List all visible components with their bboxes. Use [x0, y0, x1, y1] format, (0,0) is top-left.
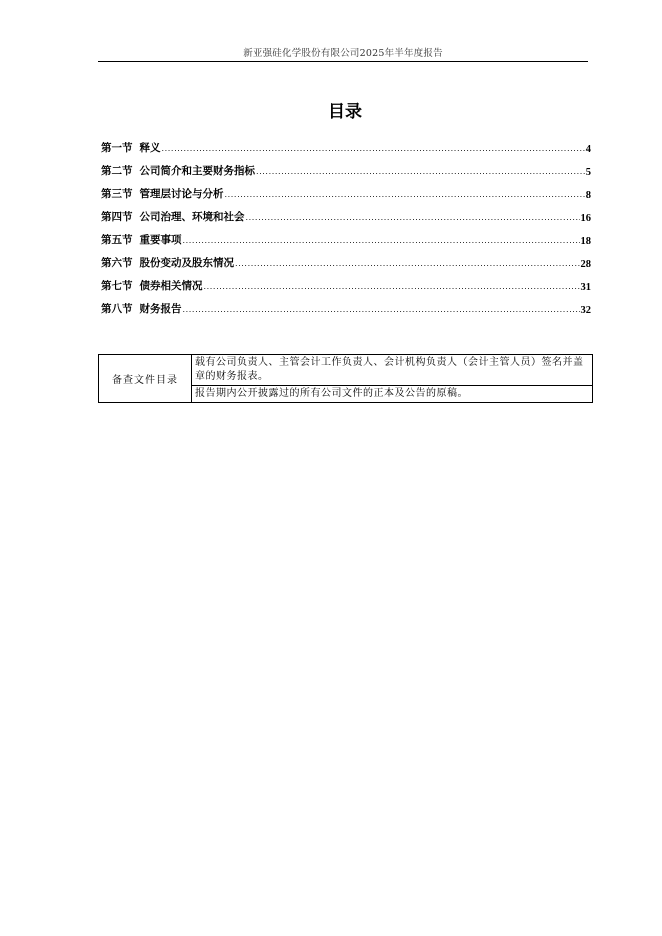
- toc-item-8[interactable]: [101, 293, 591, 316]
- toc-section-number: 第三节: [101, 188, 133, 200]
- reference-file-item: 载有公司负责人、主管会计工作负责人、会计机构负责人（会计主管人员）签名并盖章的财务报表。: [192, 355, 593, 386]
- toc-leader-dots: [162, 143, 585, 155]
- toc-section-number: 第八节: [101, 303, 133, 315]
- toc-item-3[interactable]: [101, 178, 591, 201]
- toc-section-number: 第七节: [101, 280, 133, 292]
- toc-leader-dots: [204, 281, 580, 293]
- toc-item-6[interactable]: [101, 247, 591, 270]
- toc-leader-dots: [183, 304, 580, 316]
- toc-leader-dots: [183, 235, 580, 247]
- toc-page-number: 32: [580, 305, 591, 316]
- toc-section-name: 释义: [139, 142, 161, 154]
- toc-page-number: 28: [580, 259, 591, 270]
- reference-file-item: 报告期内公开披露过的所有公司文件的正本及公告的原稿。: [192, 386, 593, 403]
- toc-page-number: 16: [580, 213, 591, 224]
- toc-item-2[interactable]: [101, 155, 591, 178]
- toc-item-7[interactable]: [101, 270, 591, 293]
- table-row: [99, 355, 593, 386]
- toc-section-name: 重要事项: [139, 234, 182, 246]
- toc-leader-dots: [235, 258, 580, 270]
- toc-section-name: 公司简介和主要财务指标: [139, 165, 255, 177]
- toc-title: 目录: [328, 102, 362, 122]
- reference-files-table: [98, 354, 593, 403]
- toc-page-number: 18: [580, 236, 591, 247]
- toc-page-number: 5: [585, 167, 591, 178]
- toc-item-1[interactable]: [101, 132, 591, 155]
- toc-section-name: 公司治理、环境和社会: [139, 211, 245, 223]
- toc-leader-dots: [246, 212, 580, 224]
- toc-page-number: 8: [585, 190, 591, 201]
- toc-section-name: 股份变动及股东情况: [139, 257, 234, 269]
- toc-section-name: 财务报告: [139, 303, 182, 315]
- toc-section-name: 债券相关情况: [139, 280, 203, 292]
- toc-item-5[interactable]: [101, 224, 591, 247]
- toc-leader-dots: [225, 189, 585, 201]
- header-divider: [98, 61, 588, 62]
- toc-section-number: 第一节: [101, 142, 133, 154]
- toc-section-number: 第二节: [101, 165, 133, 177]
- toc-leader-dots: [256, 166, 585, 178]
- table-of-contents: [101, 132, 591, 316]
- toc-section-number: 第五节: [101, 234, 133, 246]
- toc-page-number: 4: [585, 144, 591, 155]
- toc-section-number: 第六节: [101, 257, 133, 269]
- toc-item-4[interactable]: [101, 201, 591, 224]
- toc-section-number: 第四节: [101, 211, 133, 223]
- toc-page-number: 31: [580, 282, 591, 293]
- page-header: 新亚强硅化学股份有限公司2025年半年度报告: [243, 48, 443, 59]
- toc-section-name: 管理层讨论与分析: [139, 188, 224, 200]
- reference-files-label: 备查文件目录: [99, 355, 192, 403]
